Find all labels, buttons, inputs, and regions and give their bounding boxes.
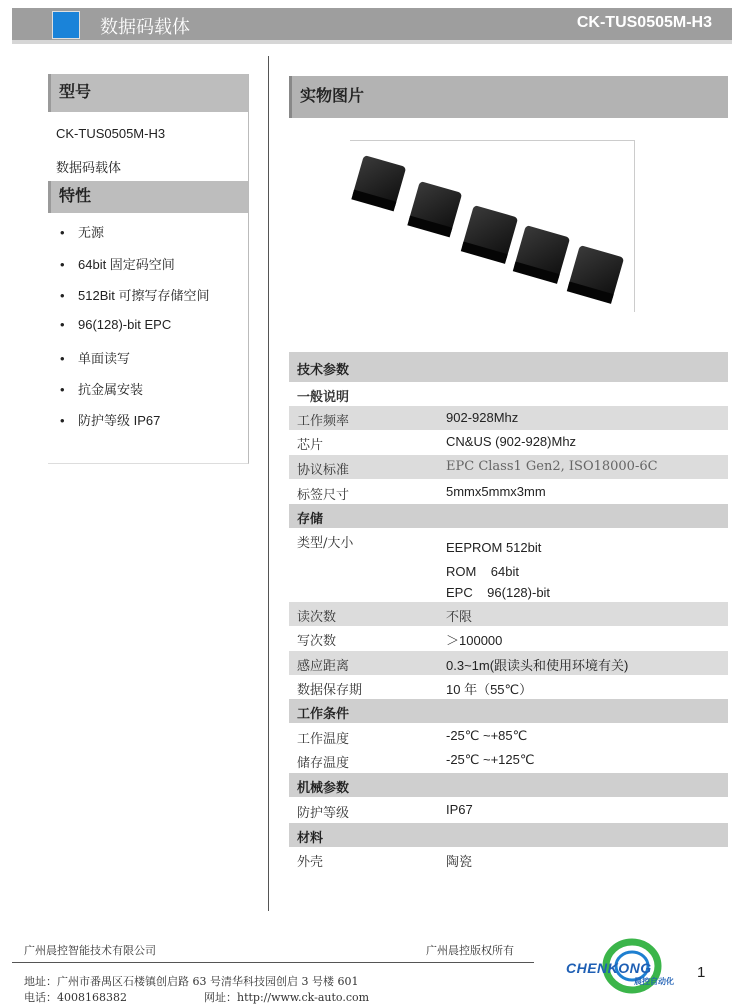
bullet-icon: • <box>60 257 65 272</box>
feature-item: • 防护等级 IP67 <box>60 413 161 428</box>
footer-company: 广州晨控智能技术有限公司 <box>24 944 156 957</box>
model-value: CK-TUS0505M-H3 <box>56 126 166 141</box>
header-square-icon <box>52 11 80 39</box>
feature-item: • 512Bit 可擦写存储空间 <box>60 288 210 303</box>
bullet-icon: • <box>60 317 65 332</box>
bullet-icon: • <box>60 413 65 428</box>
feature-item: • 无源 <box>60 225 105 240</box>
footer-phone: 电话：4008168382 <box>24 991 127 1004</box>
feature-item: • 96(128)-bit EPC <box>60 317 172 332</box>
spec-row: 储存温度 -25℃ ~+125℃ <box>297 752 535 771</box>
feature-item: • 抗金属安装 <box>60 382 144 397</box>
header-divider <box>12 40 732 44</box>
specs-heading-row: 技术参数 <box>289 352 728 382</box>
footer-address: 地址：广州市番禺区石楼镇创启路 63 号清华科技园创启 3 号楼 601 <box>24 975 359 988</box>
feature-item: • 单面读写 <box>60 351 131 366</box>
spec-row: 标签尺寸 5mmx5mmx3mm <box>297 484 546 503</box>
spec-row: 类型/大小 EEPROM 512bit ROM 64bit EPC 96(128)-bit <box>297 536 551 600</box>
model-heading: 型号 <box>48 74 248 112</box>
feature-item: • 64bit 固定码空间 <box>60 257 175 272</box>
section-row: 机械参数 <box>289 773 728 797</box>
header-title: 数据码载体 <box>100 17 190 37</box>
spec-row: 写次数 ＞100000 <box>297 633 503 649</box>
spec-row: 协议标准 EPC Class1 Gen2, ISO18000-6C <box>289 455 728 479</box>
column-divider <box>268 56 269 911</box>
product-photo-image <box>350 141 635 313</box>
spec-row: 外壳 陶瓷 <box>297 855 473 870</box>
spec-row: 工作温度 -25℃ ~+85℃ <box>297 728 528 747</box>
logo-text: CHENKONG <box>566 960 652 976</box>
section-row: 一般说明 <box>297 389 350 404</box>
bullet-icon: • <box>60 382 65 397</box>
spec-row: 读次数 不限 <box>289 602 728 626</box>
spec-row: 感应距离 0.3~1m(跟读头和使用环境有关) <box>289 651 728 675</box>
header-model: CK-TUS0505M-H3 <box>576 14 712 31</box>
spec-row: 防护等级 IP67 <box>297 802 473 821</box>
footer-divider <box>12 962 534 963</box>
chenkong-logo <box>562 938 686 1000</box>
page-number: 1 <box>697 964 706 981</box>
section-row: 工作条件 <box>289 699 728 723</box>
photo-heading: 实物图片 <box>289 76 728 118</box>
footer-website: 网址：http://www.ck-auto.com <box>204 991 370 1004</box>
footer-copyright: 广州晨控版权所有 <box>426 944 514 957</box>
spec-row: 数据保存期 10 年（55℃） <box>297 682 533 698</box>
section-row: 存储 <box>289 504 728 528</box>
model-desc: 数据码载体 <box>56 160 122 175</box>
header-bar <box>12 8 732 40</box>
bullet-icon: • <box>60 351 65 366</box>
product-photo <box>350 140 635 312</box>
bullet-icon: • <box>60 288 65 303</box>
spec-row: 工作频率 902-928Mhz <box>289 406 728 430</box>
features-heading: 特性 <box>48 181 248 213</box>
logo-subtext: 晨控自动化 <box>634 977 674 986</box>
spec-row: 芯片 CN&US (902-928)Mhz <box>297 434 577 453</box>
section-row: 材料 <box>289 823 728 847</box>
bullet-icon: • <box>60 225 65 240</box>
